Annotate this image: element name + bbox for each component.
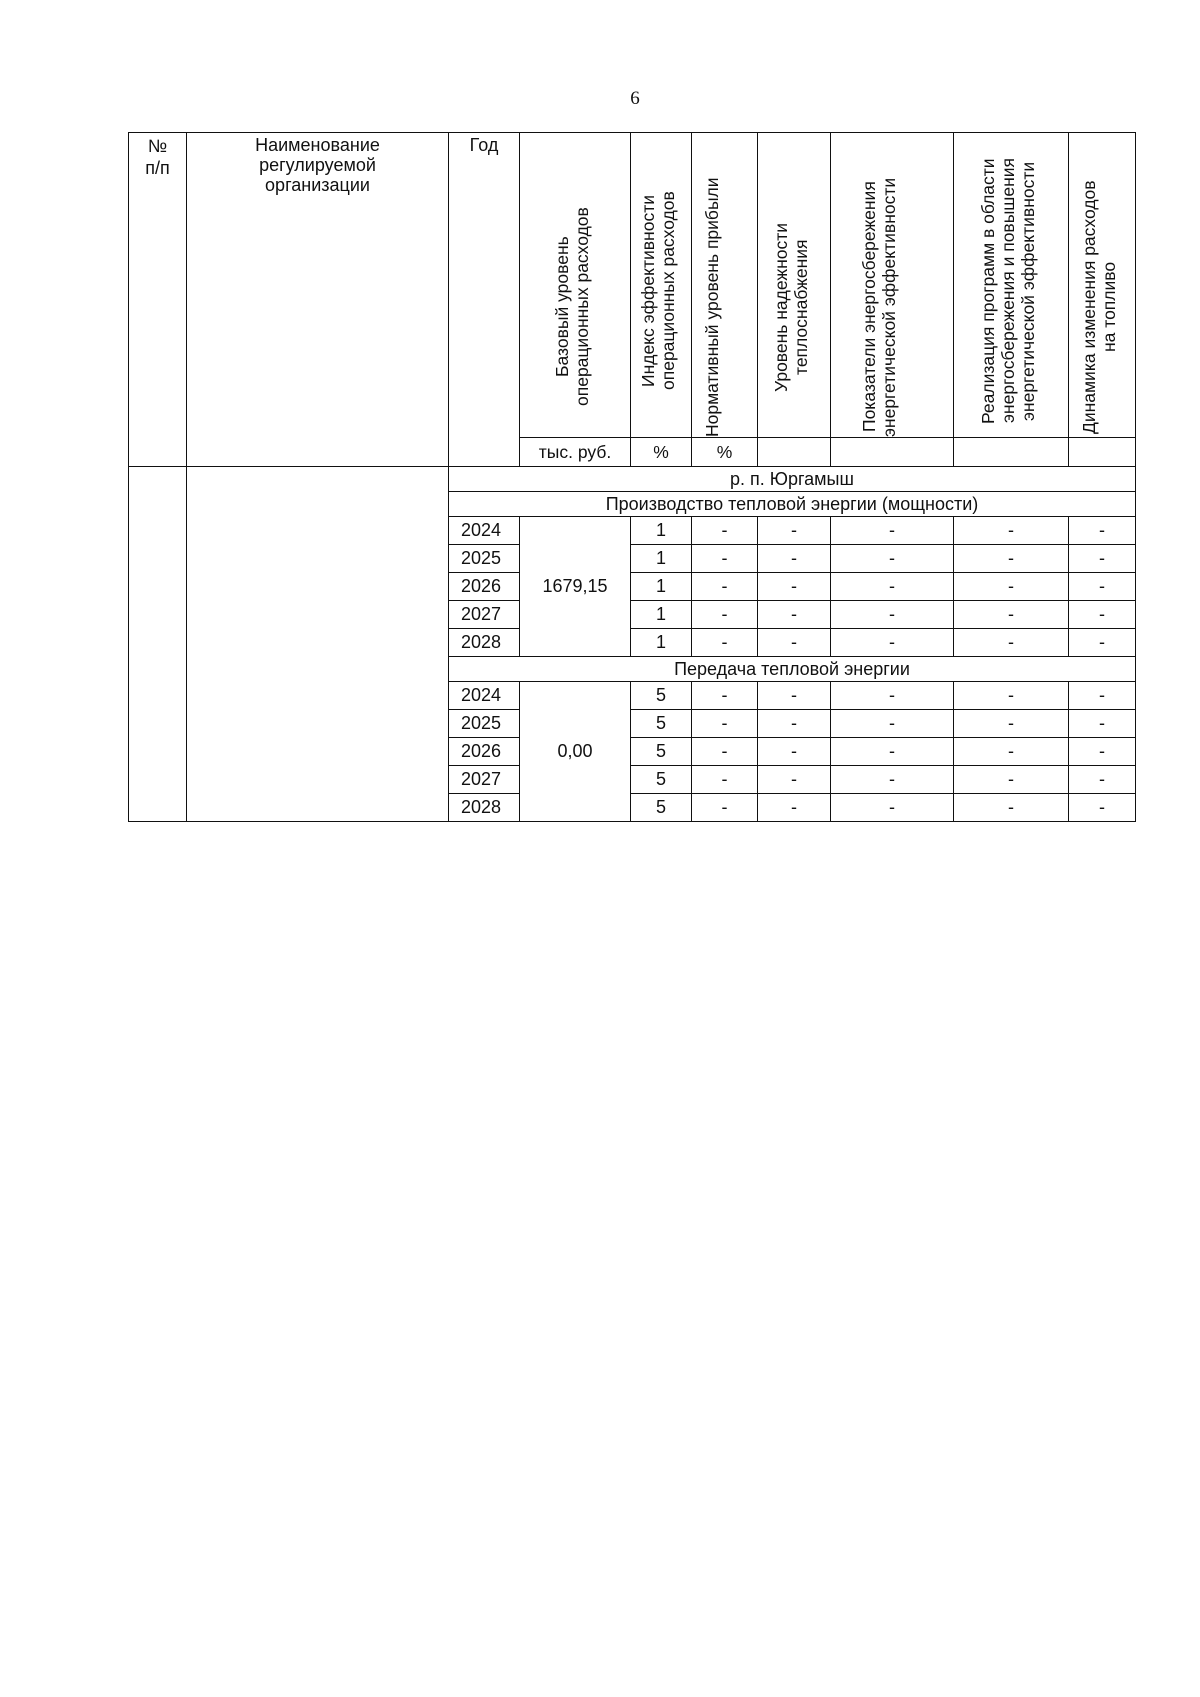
profit-cell: - (692, 710, 758, 738)
fuel-cell: - (1069, 738, 1136, 766)
eff-index-cell: 1 (631, 545, 692, 573)
header-programs: Реализация программ в области энергосбережения и повышения энергетической эффективности (954, 133, 1069, 438)
energy-eff-cell: - (831, 738, 954, 766)
energy-eff-cell: - (831, 601, 954, 629)
programs-cell: - (954, 545, 1069, 573)
year-cell: 2026 (449, 738, 520, 766)
fuel-cell: - (1069, 629, 1136, 657)
reliability-cell: - (758, 738, 831, 766)
tariff-indicators-table (128, 132, 1136, 822)
unit-profit: % (692, 438, 758, 467)
base-cost-cell: 0,00 (520, 682, 631, 822)
reliability-cell: - (758, 517, 831, 545)
profit-cell: - (692, 517, 758, 545)
profit-cell: - (692, 629, 758, 657)
header-row (129, 133, 1136, 438)
eff-index-cell: 1 (631, 517, 692, 545)
unit-reliability (758, 438, 831, 467)
eff-index-cell: 5 (631, 794, 692, 822)
section-title: Производство тепловой энергии (мощности) (449, 492, 1136, 517)
programs-cell: - (954, 517, 1069, 545)
unit-base-cost: тыс. руб. (520, 438, 631, 467)
header-num: № п/п (129, 133, 187, 467)
energy-eff-cell: - (831, 545, 954, 573)
fuel-cell: - (1069, 766, 1136, 794)
energy-eff-cell: - (831, 710, 954, 738)
page-number: 6 (630, 88, 640, 109)
profit-cell: - (692, 545, 758, 573)
unit-fuel (1069, 438, 1136, 467)
fuel-cell: - (1069, 794, 1136, 822)
programs-cell: - (954, 682, 1069, 710)
header-reliability: Уровень надежности теплоснабжения (758, 133, 831, 438)
org-cell (187, 467, 449, 822)
year-cell: 2025 (449, 545, 520, 573)
reliability-cell: - (758, 682, 831, 710)
unit-energy-eff (831, 438, 954, 467)
eff-index-cell: 5 (631, 710, 692, 738)
year-cell: 2024 (449, 517, 520, 545)
eff-index-cell: 5 (631, 766, 692, 794)
section-title: Передача тепловой энергии (449, 657, 1136, 682)
reliability-cell: - (758, 710, 831, 738)
energy-eff-cell: - (831, 794, 954, 822)
eff-index-cell: 5 (631, 738, 692, 766)
energy-eff-cell: - (831, 629, 954, 657)
reliability-cell: - (758, 601, 831, 629)
reliability-cell: - (758, 545, 831, 573)
location-row (129, 467, 1136, 492)
eff-index-cell: 1 (631, 629, 692, 657)
year-cell: 2027 (449, 766, 520, 794)
reliability-cell: - (758, 794, 831, 822)
energy-eff-cell: - (831, 766, 954, 794)
profit-cell: - (692, 766, 758, 794)
eff-index-cell: 5 (631, 682, 692, 710)
programs-cell: - (954, 738, 1069, 766)
fuel-cell: - (1069, 601, 1136, 629)
programs-cell: - (954, 629, 1069, 657)
fuel-cell: - (1069, 517, 1136, 545)
eff-index-cell: 1 (631, 573, 692, 601)
energy-eff-cell: - (831, 682, 954, 710)
num-cell (129, 467, 187, 822)
base-cost-cell: 1679,15 (520, 517, 631, 657)
header-base-cost: Базовый уровень операционных расходов (520, 133, 631, 438)
programs-cell: - (954, 710, 1069, 738)
year-cell: 2026 (449, 573, 520, 601)
year-cell: 2024 (449, 682, 520, 710)
year-cell: 2028 (449, 629, 520, 657)
header-fuel: Динамика изменения расходов на топливо (1069, 133, 1136, 438)
year-cell: 2027 (449, 601, 520, 629)
programs-cell: - (954, 794, 1069, 822)
energy-eff-cell: - (831, 573, 954, 601)
unit-programs (954, 438, 1069, 467)
fuel-cell: - (1069, 573, 1136, 601)
fuel-cell: - (1069, 682, 1136, 710)
programs-cell: - (954, 573, 1069, 601)
year-cell: 2028 (449, 794, 520, 822)
header-org: Наименование регулируемой организации (187, 133, 449, 467)
profit-cell: - (692, 682, 758, 710)
header-energy-eff: Показатели энергосбережения энергетической эффективности (831, 133, 954, 438)
reliability-cell: - (758, 766, 831, 794)
programs-cell: - (954, 601, 1069, 629)
header-profit: Нормативный уровень прибыли (692, 133, 758, 438)
profit-cell: - (692, 601, 758, 629)
reliability-cell: - (758, 629, 831, 657)
header-year: Год (449, 133, 520, 467)
unit-eff-index: % (631, 438, 692, 467)
programs-cell: - (954, 766, 1069, 794)
fuel-cell: - (1069, 710, 1136, 738)
profit-cell: - (692, 573, 758, 601)
eff-index-cell: 1 (631, 601, 692, 629)
fuel-cell: - (1069, 545, 1136, 573)
profit-cell: - (692, 794, 758, 822)
energy-eff-cell: - (831, 517, 954, 545)
header-eff-index: Индекс эффективности операционных расходов (631, 133, 692, 438)
profit-cell: - (692, 738, 758, 766)
reliability-cell: - (758, 573, 831, 601)
location-title: р. п. Юргамыш (449, 467, 1136, 492)
year-cell: 2025 (449, 710, 520, 738)
